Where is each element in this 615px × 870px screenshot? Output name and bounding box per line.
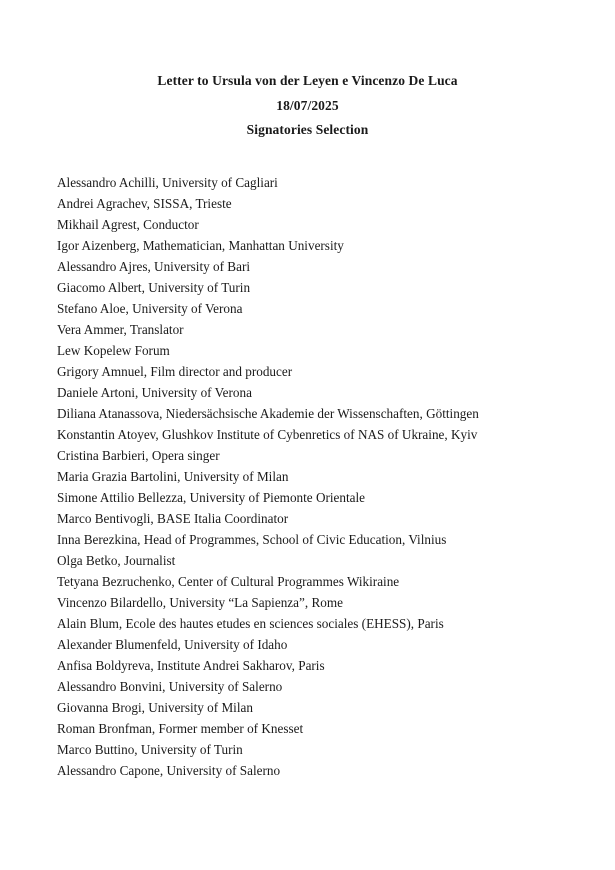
signatory-line: Alessandro Achilli, University of Cagliari [57, 174, 278, 190]
signatory-line: Alessandro Bonvini, University of Salerno [57, 678, 283, 694]
signatory-line: Maria Grazia Bartolini, University of Milan [57, 468, 289, 484]
signatory-list [57, 172, 575, 781]
signatory-line: Mikhail Agrest, Conductor [57, 216, 199, 232]
signatory-line: Lew Kopelew Forum [57, 342, 170, 358]
signatory-line: Marco Buttino, University of Turin [57, 741, 243, 757]
signatory-line: Vincenzo Bilardello, University “La Sapienza”, Rome [57, 594, 343, 610]
signatory-line: Vera Ammer, Translator [57, 321, 184, 337]
signatory-line: Alessandro Ajres, University of Bari [57, 258, 251, 274]
signatory-line: Giacomo Albert, University of Turin [57, 279, 251, 295]
signatory-line: Daniele Artoni, University of Verona [57, 384, 252, 400]
signatory-line: Diliana Atanassova, Niedersächsische Akademie der Wissenschaften, Göttingen [57, 405, 479, 421]
signatory-line: Cristina Barbieri, Opera singer [57, 447, 220, 463]
signatory-line: Igor Aizenberg, Mathematician, Manhattan University [57, 237, 344, 253]
document-header [0, 0, 615, 143]
signatory-line: Alain Blum, Ecole des hautes etudes en sciences sociales (EHESS), Paris [57, 615, 444, 631]
signatory-line: Simone Attilio Bellezza, University of Piemonte Orientale [57, 489, 366, 505]
signatory-line: Anfisa Boldyreva, Institute Andrei Sakharov, Paris [57, 657, 325, 673]
signatory-line: Konstantin Atoyev, Glushkov Institute of Cybenretics of NAS of Ukraine, Kyiv [57, 426, 478, 442]
signatory-line: Alessandro Capone, University of Salerno [57, 762, 281, 778]
signatory-line: Olga Betko, Journalist [57, 552, 176, 568]
document-title: Letter to Ursula von der Leyen e Vincenzo De Luca [157, 73, 458, 88]
signatory-line: Giovanna Brogi, University of Milan [57, 699, 253, 715]
document-subtitle: Signatories Selection [246, 122, 369, 137]
signatory-line: Andrei Agrachev, SISSA, Trieste [57, 195, 232, 211]
signatory-line: Alexander Blumenfeld, University of Idaho [57, 636, 288, 652]
signatory-line: Grigory Amnuel, Film director and producer [57, 363, 293, 379]
signatory-line: Inna Berezkina, Head of Programmes, School of Civic Education, Vilnius [57, 531, 447, 547]
document-date: 18/07/2025 [276, 97, 339, 113]
signatory-line: Tetyana Bezruchenko, Center of Cultural Programmes Wikiraine [57, 573, 400, 589]
signatory-line: Stefano Aloe, University of Verona [57, 300, 243, 316]
signatory-line: Roman Bronfman, Former member of Knesset [57, 720, 304, 736]
signatory-line: Marco Bentivogli, BASE Italia Coordinator [57, 510, 289, 526]
